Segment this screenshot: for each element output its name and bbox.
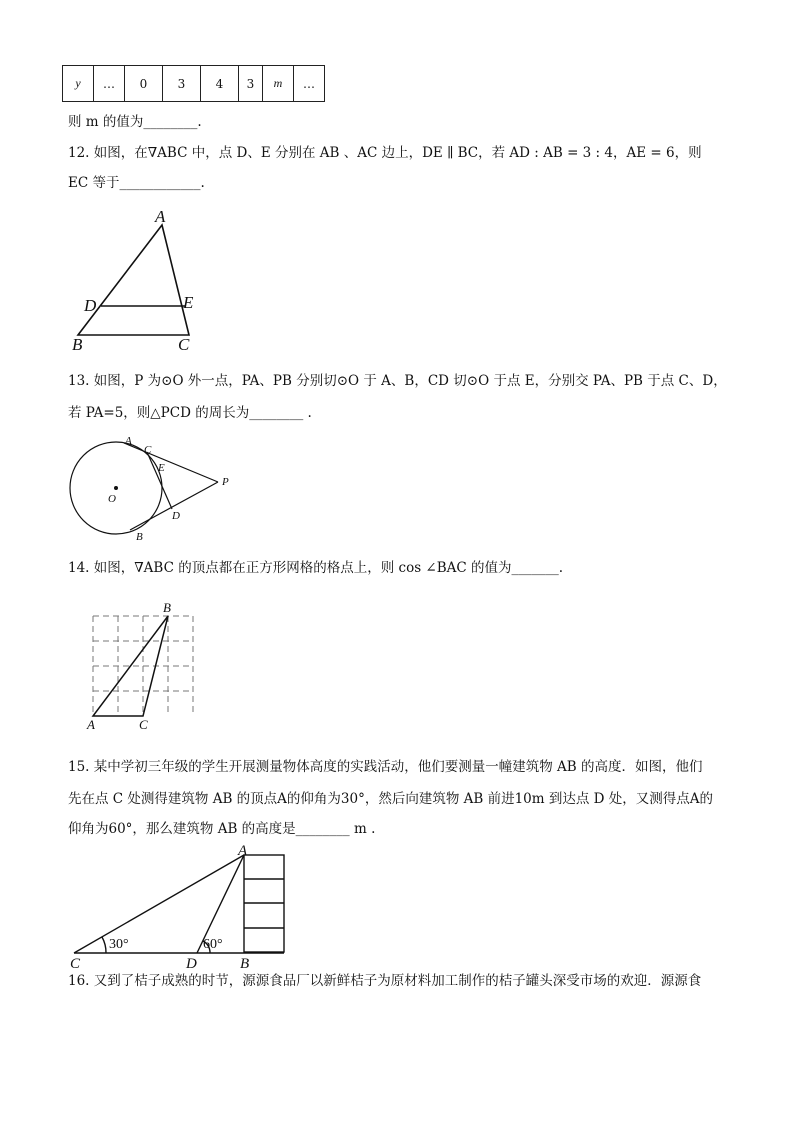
q15-angle-60-label: 60° xyxy=(203,937,223,952)
q15-label-a: A xyxy=(238,843,248,859)
q14-label-b: B xyxy=(163,600,171,615)
q12-label-b: B xyxy=(72,335,83,354)
table-cell: … xyxy=(294,66,325,102)
q15-label-d: D xyxy=(186,956,197,972)
q13-label-b: B xyxy=(136,531,143,543)
q13-label-e: E xyxy=(158,462,165,474)
q12-text-line2: EC 等于____________. xyxy=(68,175,205,191)
q13-label-c: C xyxy=(144,444,152,456)
table-cell: m xyxy=(263,66,294,102)
table-cell: y xyxy=(63,66,94,102)
q15-angle-30-label: 30° xyxy=(109,937,129,952)
q14-text-line1: 14. 如图，∇ABC 的顶点都在正方形网格的格点上，则 cos ∠BAC 的值为_______. xyxy=(68,560,564,576)
q12-text-line1: 12. 如图，在∇ABC 中，点 D、E 分别在 AB 、AC 边上，DE ∥ BC，若 AD : AB = 3 : 4，AE = 6，则 xyxy=(68,145,702,161)
q12-label-d: D xyxy=(84,296,97,315)
q15-label-c: C xyxy=(70,956,81,972)
q15-label-b: B xyxy=(240,956,250,972)
q16-text-line1: 16. 又到了桔子成熟的时节，源源食品厂以新鲜桔子为原材料加工制作的桔子罐头深受市场的欢迎．源源食 xyxy=(68,973,702,989)
q12-label-c: C xyxy=(178,335,190,354)
table-cell: 3 xyxy=(239,66,263,102)
q12-label-e: E xyxy=(183,293,194,312)
q13-label-p: P xyxy=(222,476,229,488)
q13-text-line2: 若 PA=5，则△PCD 的周长为________ . xyxy=(68,405,312,421)
q14-label-a: A xyxy=(87,717,95,732)
table-cell: … xyxy=(94,66,125,102)
q11-answer-line: 则 m 的值为________. xyxy=(68,114,202,130)
q13-label-d: D xyxy=(172,510,180,522)
q15-text-line3: 仰角为60°，那么建筑物 AB 的高度是________ m . xyxy=(68,821,376,837)
q12-label-a: A xyxy=(155,207,166,226)
table-cell: 0 xyxy=(125,66,163,102)
q13-label-a: A xyxy=(125,435,132,447)
q14-label-c: C xyxy=(139,717,148,732)
q15-text-line1: 15. 某中学初三年级的学生开展测量物体高度的实践活动，他们要测量一幢建筑物 AB 的高度．如图，他们 xyxy=(68,759,703,775)
table-cell: 4 xyxy=(201,66,239,102)
q13-text-line1: 13. 如图，P 为⊙O 外一点，PA、PB 分别切⊙O 于 A、B，CD 切⊙O 于点 E，分别交 PA、PB 于点 C、D， xyxy=(68,373,727,389)
table-cell: 3 xyxy=(163,66,201,102)
q15-text-line2: 先在点 C 处测得建筑物 AB 的顶点A的仰角为30°，然后向建筑物 AB 前进10m 到达点 D 处，又测得点A的 xyxy=(68,791,714,807)
q13-label-o: O xyxy=(108,493,116,505)
